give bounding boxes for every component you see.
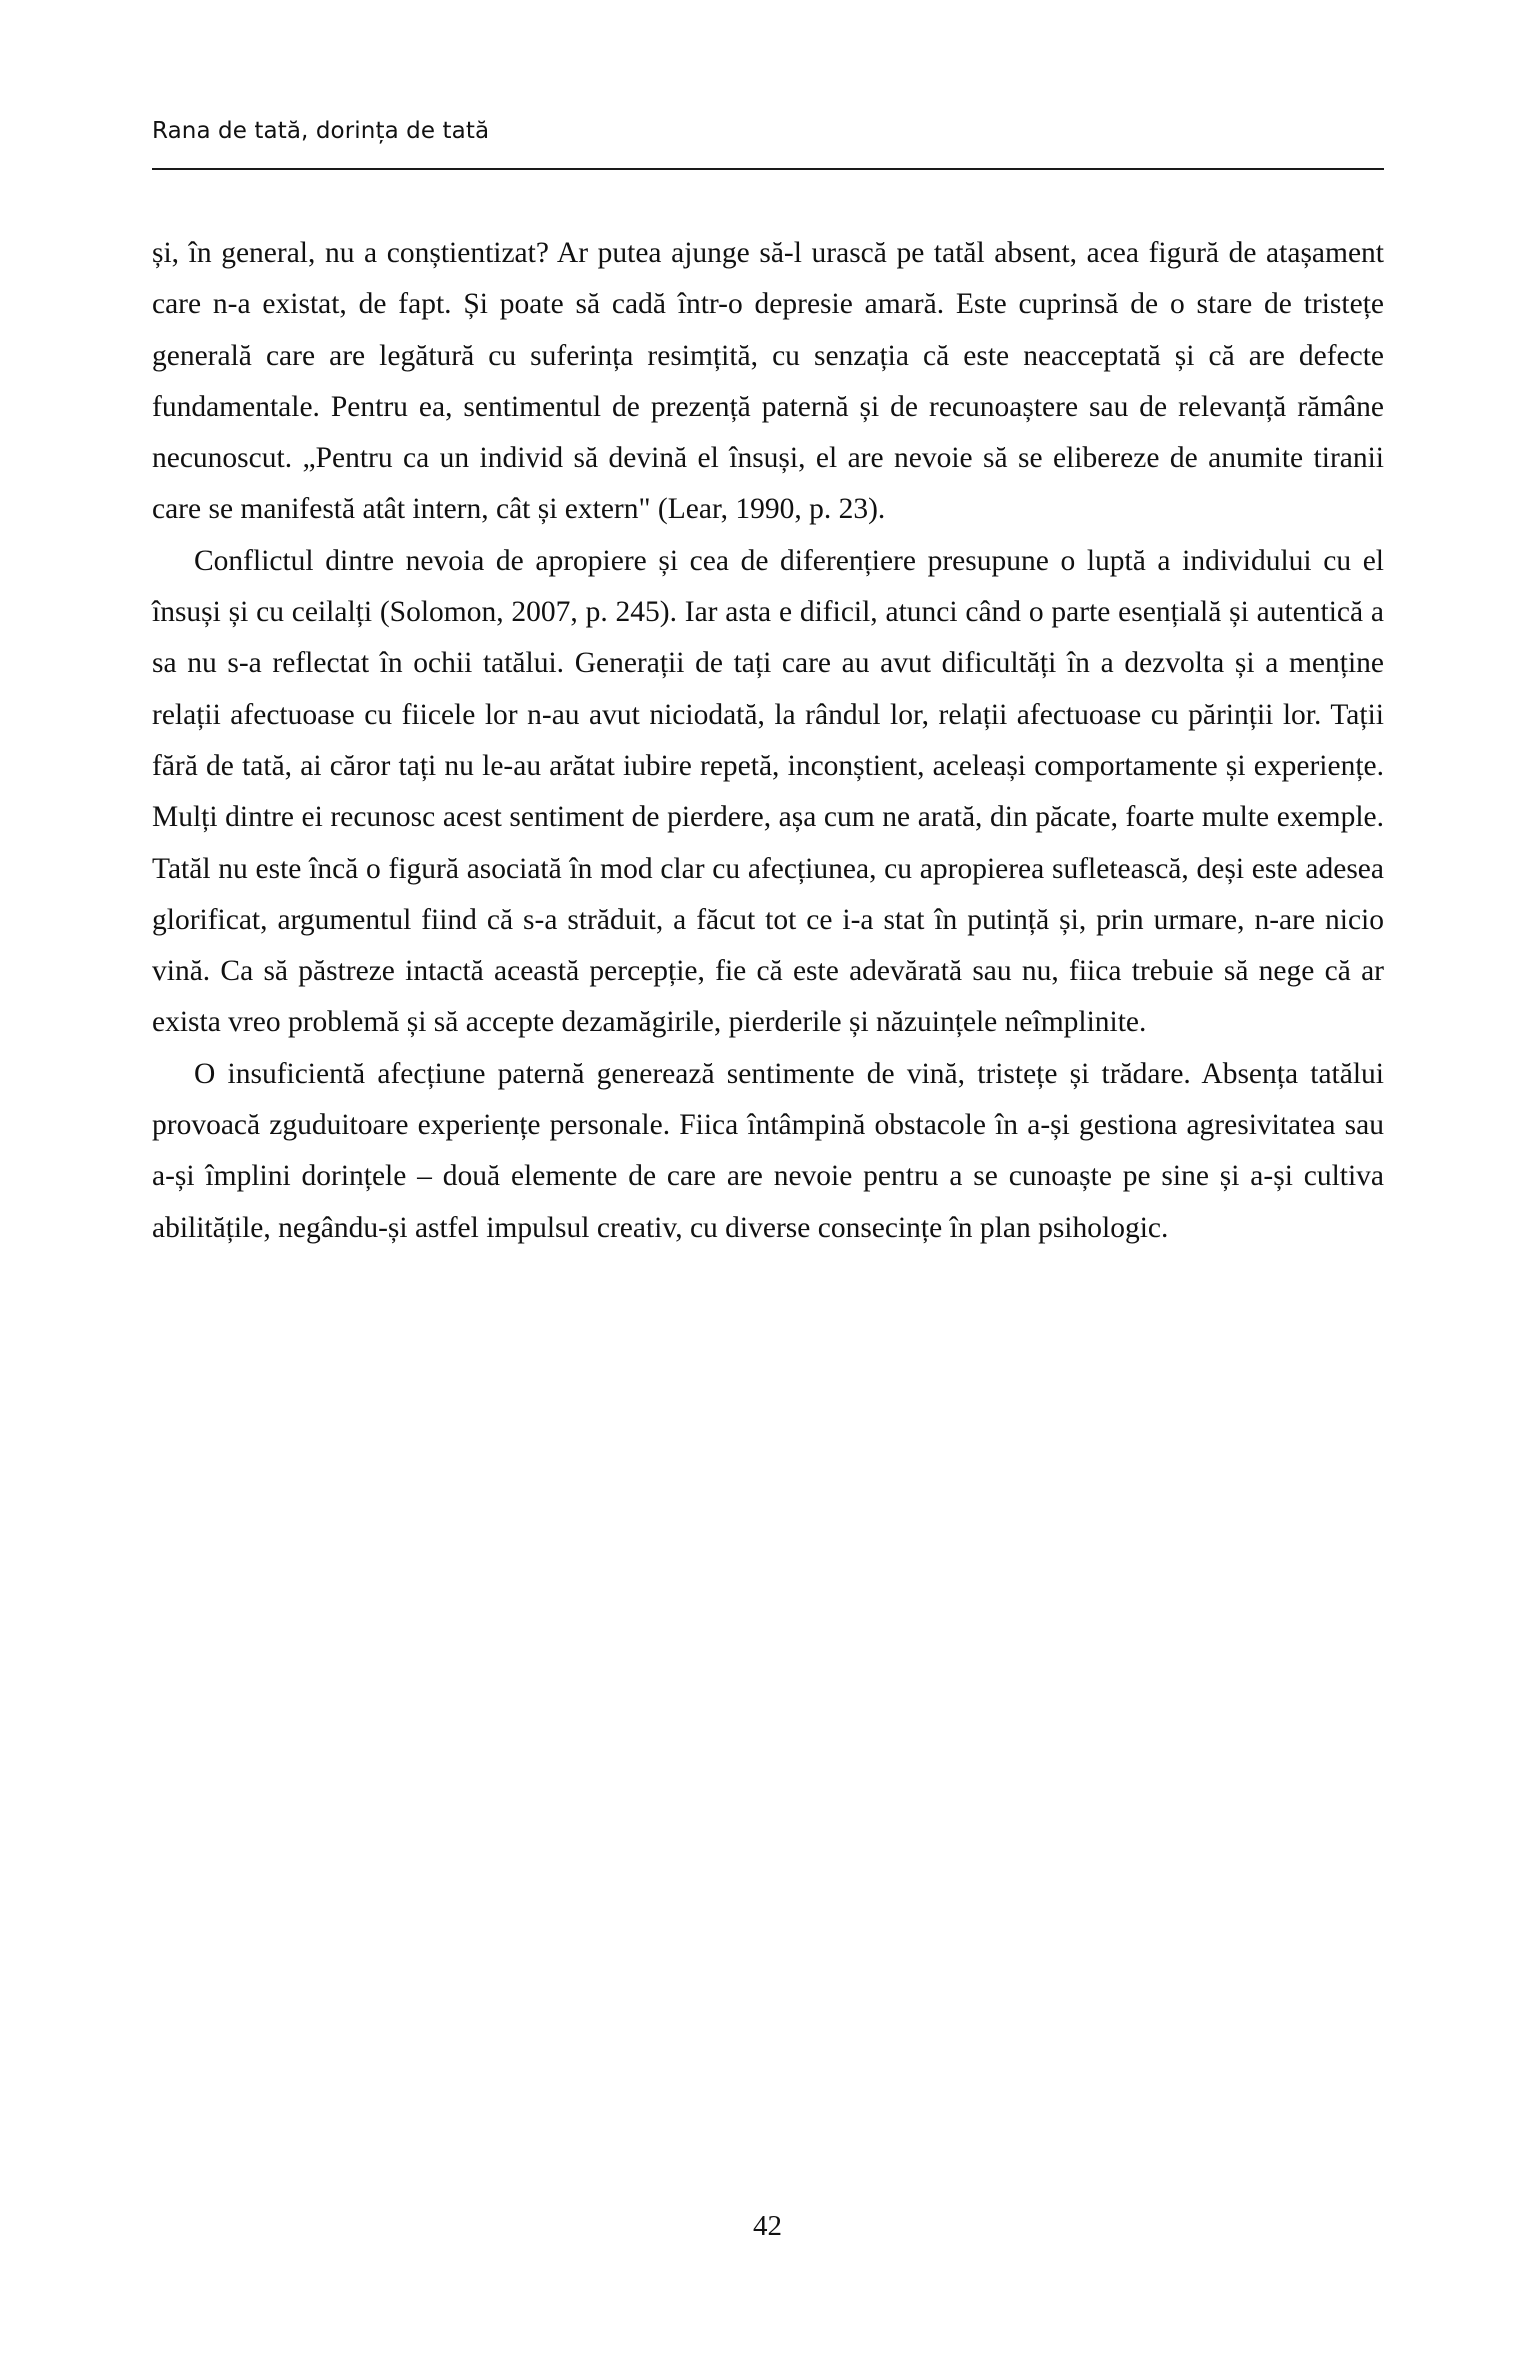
body-paragraph: și, în general, nu a conștientizat? Ar putea ajunge să-l urască pe tatăl absent, acea figură de atașament care n-a existat, de fapt. Și poate să cadă într-o depresie amară. Este cuprinsă de o stare de tristețe generală care are legătură cu suferința resimțită, cu senzația că este neacceptată și că are defecte fundamentale. Pentru ea, sentimentul de prezență paternă și de recunoaștere sau de relevanță rămâne necunoscut. „Pentru ca un individ să devină el însuși, el are nevoie să se elibereze de anumite tiranii care se manifestă atât intern, cât și extern" (Lear, 1990, p. 23). xyxy=(152,237,1384,526)
page-body xyxy=(152,228,1384,1254)
header-rule xyxy=(152,168,1384,170)
page-number: 42 xyxy=(753,2210,782,2242)
running-head: Rana de tată, dorința de tată xyxy=(152,118,490,144)
body-paragraph: Conflictul dintre nevoia de apropiere și cea de diferențiere presupune o luptă a individului cu el însuși și cu ceilalți (Solomon, 2007, p. 245). Iar asta e dificil, atunci când o parte esențială și autentică a sa nu s-a reflectat în ochii tatălui. Generații de tați care au avut dificultăți în a dezvolta și a menține relații afectuoase cu fiicele lor n-au avut niciodată, la rândul lor, relații afectuoase cu părinții lor. Tații fără de tată, ai căror tați nu le-au arătat iubire repetă, inconștient, aceleași comportamente și experiențe. Mulți dintre ei recunosc acest sentiment de pierdere, așa cum ne arată, din păcate, foarte multe exemple. Tatăl nu este încă o figură asociată în mod clar cu afecțiunea, cu apropierea sufletească, deși este adesea glorificat, argumentul fiind că s-a străduit, a făcut tot ce i-a stat în putință și, prin urmare, n-are nicio vină. Ca să păstreze intactă această percepție, fie că este adevărată sau nu, fiica trebuie să nege că ar exista vreo problemă și să accepte dezamăgirile, pierderile și năzuințele neîmplinite. xyxy=(152,544,1384,1039)
page-header xyxy=(152,118,1384,146)
body-paragraph: O insuficientă afecțiune paternă generează sentimente de vină, tristețe și trădare. Absența tatălui provoacă zguduitoare experiențe personale. Fiica întâmpină obstacole în a-și gestiona agresivitatea sau a-și împlini dorințele – două elemente de care are nevoie pentru a se cunoaște pe sine și a-și cultiva abilitățile, negându-și astfel impulsul creativ, cu diverse consecințe în plan psihologic. xyxy=(152,1057,1384,1244)
